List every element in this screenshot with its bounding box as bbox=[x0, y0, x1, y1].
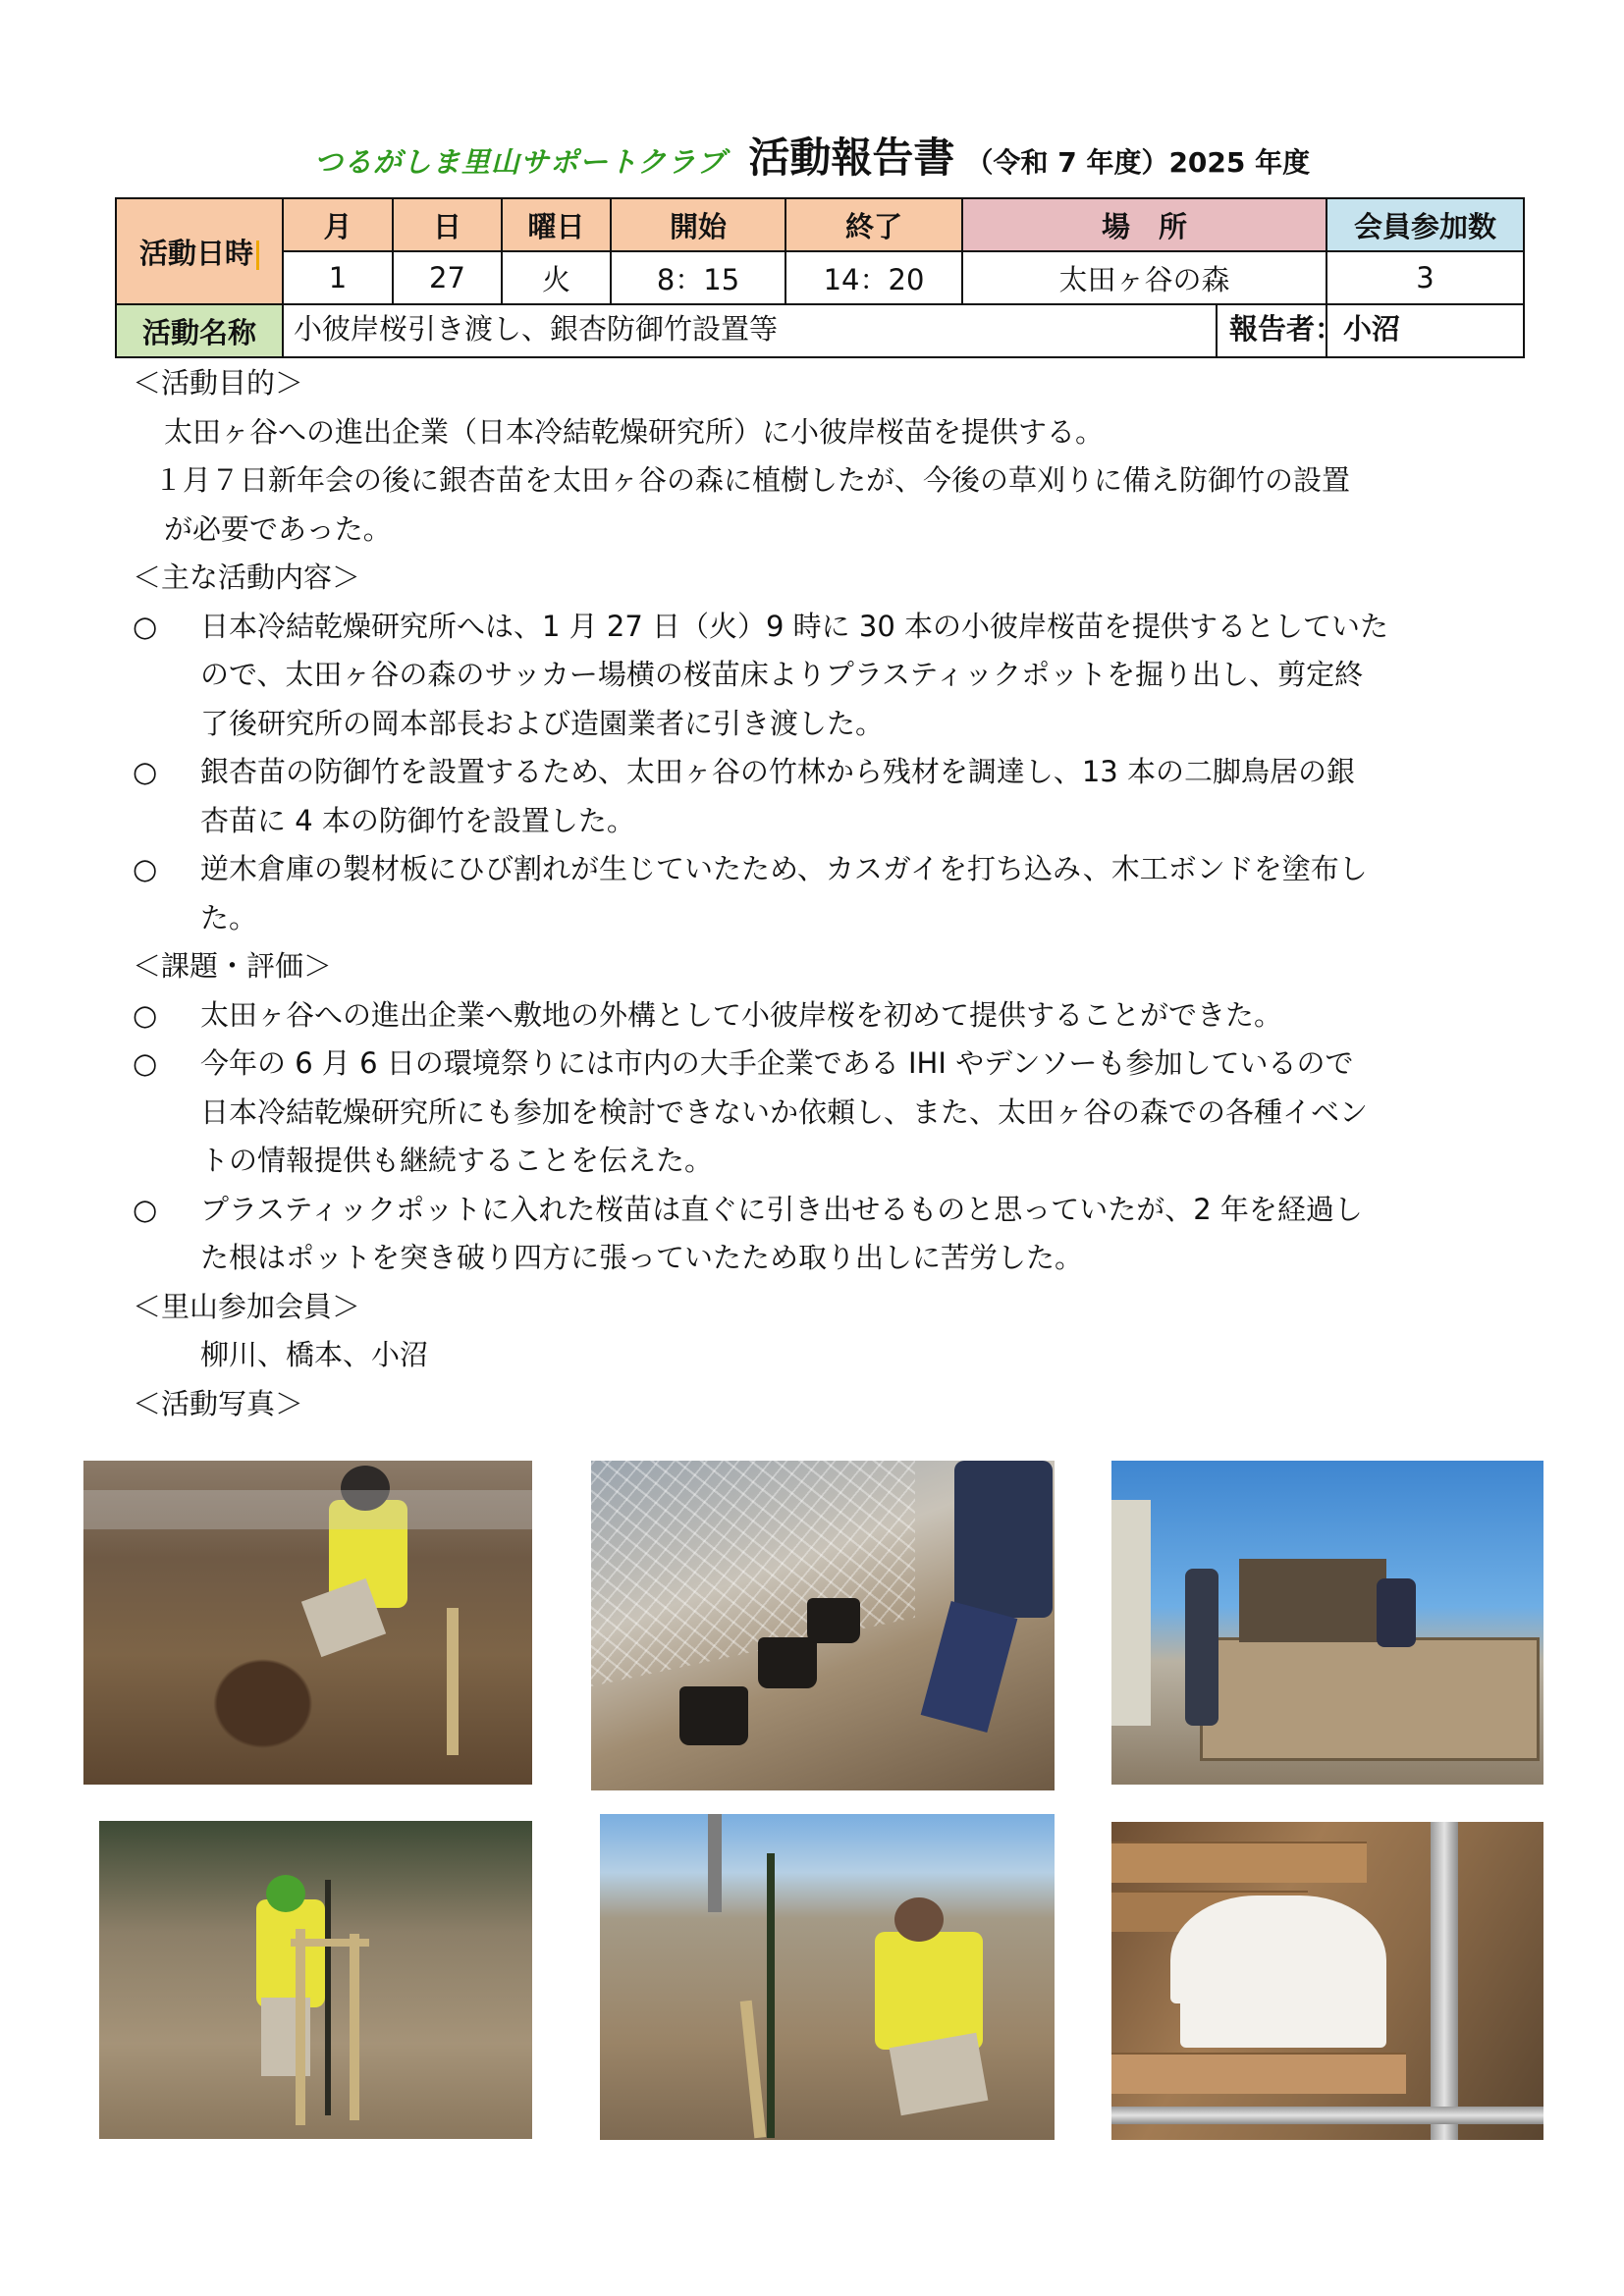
document-title: 活動報告書 bbox=[748, 133, 955, 182]
photos-heading: ＜活動写真＞ bbox=[133, 1386, 304, 1420]
activities-heading: ＜主な活動内容＞ bbox=[133, 561, 361, 594]
month-value: 1 bbox=[283, 251, 393, 304]
activity-name-value bbox=[283, 304, 1401, 357]
day-header: 日 bbox=[393, 198, 502, 251]
weekday-header: 曜日 bbox=[502, 198, 611, 251]
place-header: 場 所 bbox=[962, 198, 1326, 251]
purpose-line-3: が必要であった。 bbox=[164, 511, 392, 546]
club-name: つるがしま里山サポートクラブ bbox=[313, 145, 727, 179]
report-body: ＜活動目的＞ 太田ヶ谷への進出企業（日本冷結乾燥研究所）に小彼岸桜苗を提供する。 １月７日新年会の後に銀杏苗を太田ヶ谷の森に植樹したが、今後の草刈りに備え防御竹の設置 が必要であった。 ＜主な活動内容＞ ○ 日本冷結乾燥研究所へは、1 月 27 日（火）9 時に 30 本の小彼岸桜苗を提供するとしていた ので、太田ヶ谷の森のサッカー場横の桜苗床よりプラスティックポットを掘り出し、剪定終 了後研究所の岡本部長および造園業者に引き渡した。 ○ 銀杏苗の防御竹を設置するため、太田ヶ谷の竹林から残材を調達し、13 本の二脚鳥居の銀 杏苗に 4 本の防御竹を設置した。 ○ 逆木倉庫の製材板にひび割れが生じていたため、カスガイを打ち込み、木工ボンドを塗布し た。 ＜課題・評価＞ ○ 太田ヶ谷への進出企業へ敷地の外構として小彼岸桜を初めて提供することができた。 ○ 今年の 6 月 6 日の環境祭りには市内の大手企業である IHI やデンソーも参加しているので 日本冷結乾燥研究所にも参加を検討できないか依頼し、また、太田ヶ谷の森での各種イベン トの情報提供も継続することを伝えた。 ○ プラスティックポットに入れた桜苗は直ぐに引き出せるものと思っていたが、2 年を経過し た根はポットを突き破り四方に張っていたため取り出しに苦労した。 ＜里山参加会員＞ 柳川、橋本、小沼 ＜活動写真＞ bbox=[133, 359, 1537, 1428]
members-heading: ＜里山参加会員＞ bbox=[133, 1289, 361, 1323]
activity-photo-3 bbox=[1111, 1461, 1543, 1785]
end-value: 14：20 bbox=[785, 251, 962, 304]
purpose-line-2: １月７日新年会の後に銀杏苗を太田ヶ谷の森に植樹したが、今後の草刈りに備え防御竹の設置 bbox=[154, 463, 1351, 497]
day-value: 27 bbox=[393, 251, 502, 304]
title-row bbox=[0, 126, 1624, 185]
members-header: 会員参加数 bbox=[1326, 198, 1524, 251]
activity-photo-5 bbox=[600, 1814, 1055, 2140]
purpose-line-1: 太田ヶ谷への進出企業（日本冷結乾燥研究所）に小彼岸桜苗を提供する。 bbox=[164, 414, 1105, 449]
activity-photo-6 bbox=[1111, 1822, 1543, 2140]
end-header: 終了 bbox=[785, 198, 962, 251]
fiscal-year: （令和 7 年度）2025 年度 bbox=[965, 146, 1311, 179]
start-value: 8：15 bbox=[611, 251, 785, 304]
place-value: 太田ヶ谷の森 bbox=[962, 251, 1326, 304]
evaluation-item-3: ○ プラスティックポットに入れた桜苗は直ぐに引き出せるものと思っていたが、2 年を経過し bbox=[133, 1192, 1363, 1226]
reporter: 報告者：小沼 bbox=[1229, 312, 1401, 346]
activity-item-1: ○ 日本冷結乾燥研究所へは、1 月 27 日（火）9 時に 30 本の小彼岸桜苗を提供するとしていた bbox=[133, 609, 1389, 643]
purpose-heading: ＜活動目的＞ bbox=[133, 366, 304, 400]
activity-photo-4 bbox=[99, 1821, 532, 2139]
cursor-mark bbox=[256, 240, 259, 270]
month-header: 月 bbox=[283, 198, 393, 251]
activity-info-table bbox=[115, 197, 1525, 358]
evaluation-item-2: ○ 今年の 6 月 6 日の環境祭りには市内の大手企業である IHI やデンソーも参加しているので bbox=[133, 1046, 1354, 1080]
activity-photo-2 bbox=[591, 1461, 1055, 1790]
member-names: 柳川、橋本、小沼 bbox=[200, 1338, 429, 1371]
activity-name-text: 小彼岸桜引き渡し、銀杏防御竹設置等 bbox=[294, 312, 779, 346]
evaluation-item-1: ○ 太田ヶ谷への進出企業へ敷地の外構として小彼岸桜を初めて提供することができた。 bbox=[133, 997, 1283, 1032]
activity-name-label: 活動名称 bbox=[116, 304, 283, 357]
activity-photo-1 bbox=[83, 1461, 532, 1785]
activity-item-2: ○ 銀杏苗の防御竹を設置するため、太田ヶ谷の竹林から残材を調達し、13 本の二脚鳥居の銀 bbox=[133, 755, 1355, 788]
start-header: 開始 bbox=[611, 198, 785, 251]
activity-item-3: ○ 逆木倉庫の製材板にひび割れが生じていたため、カスガイを打ち込み、木工ボンドを塗布し bbox=[133, 852, 1368, 885]
weekday-value: 火 bbox=[502, 251, 611, 304]
members-value: 3 bbox=[1326, 251, 1524, 304]
evaluation-heading: ＜課題・評価＞ bbox=[133, 949, 333, 983]
datetime-label: 活動日時 bbox=[116, 198, 283, 304]
